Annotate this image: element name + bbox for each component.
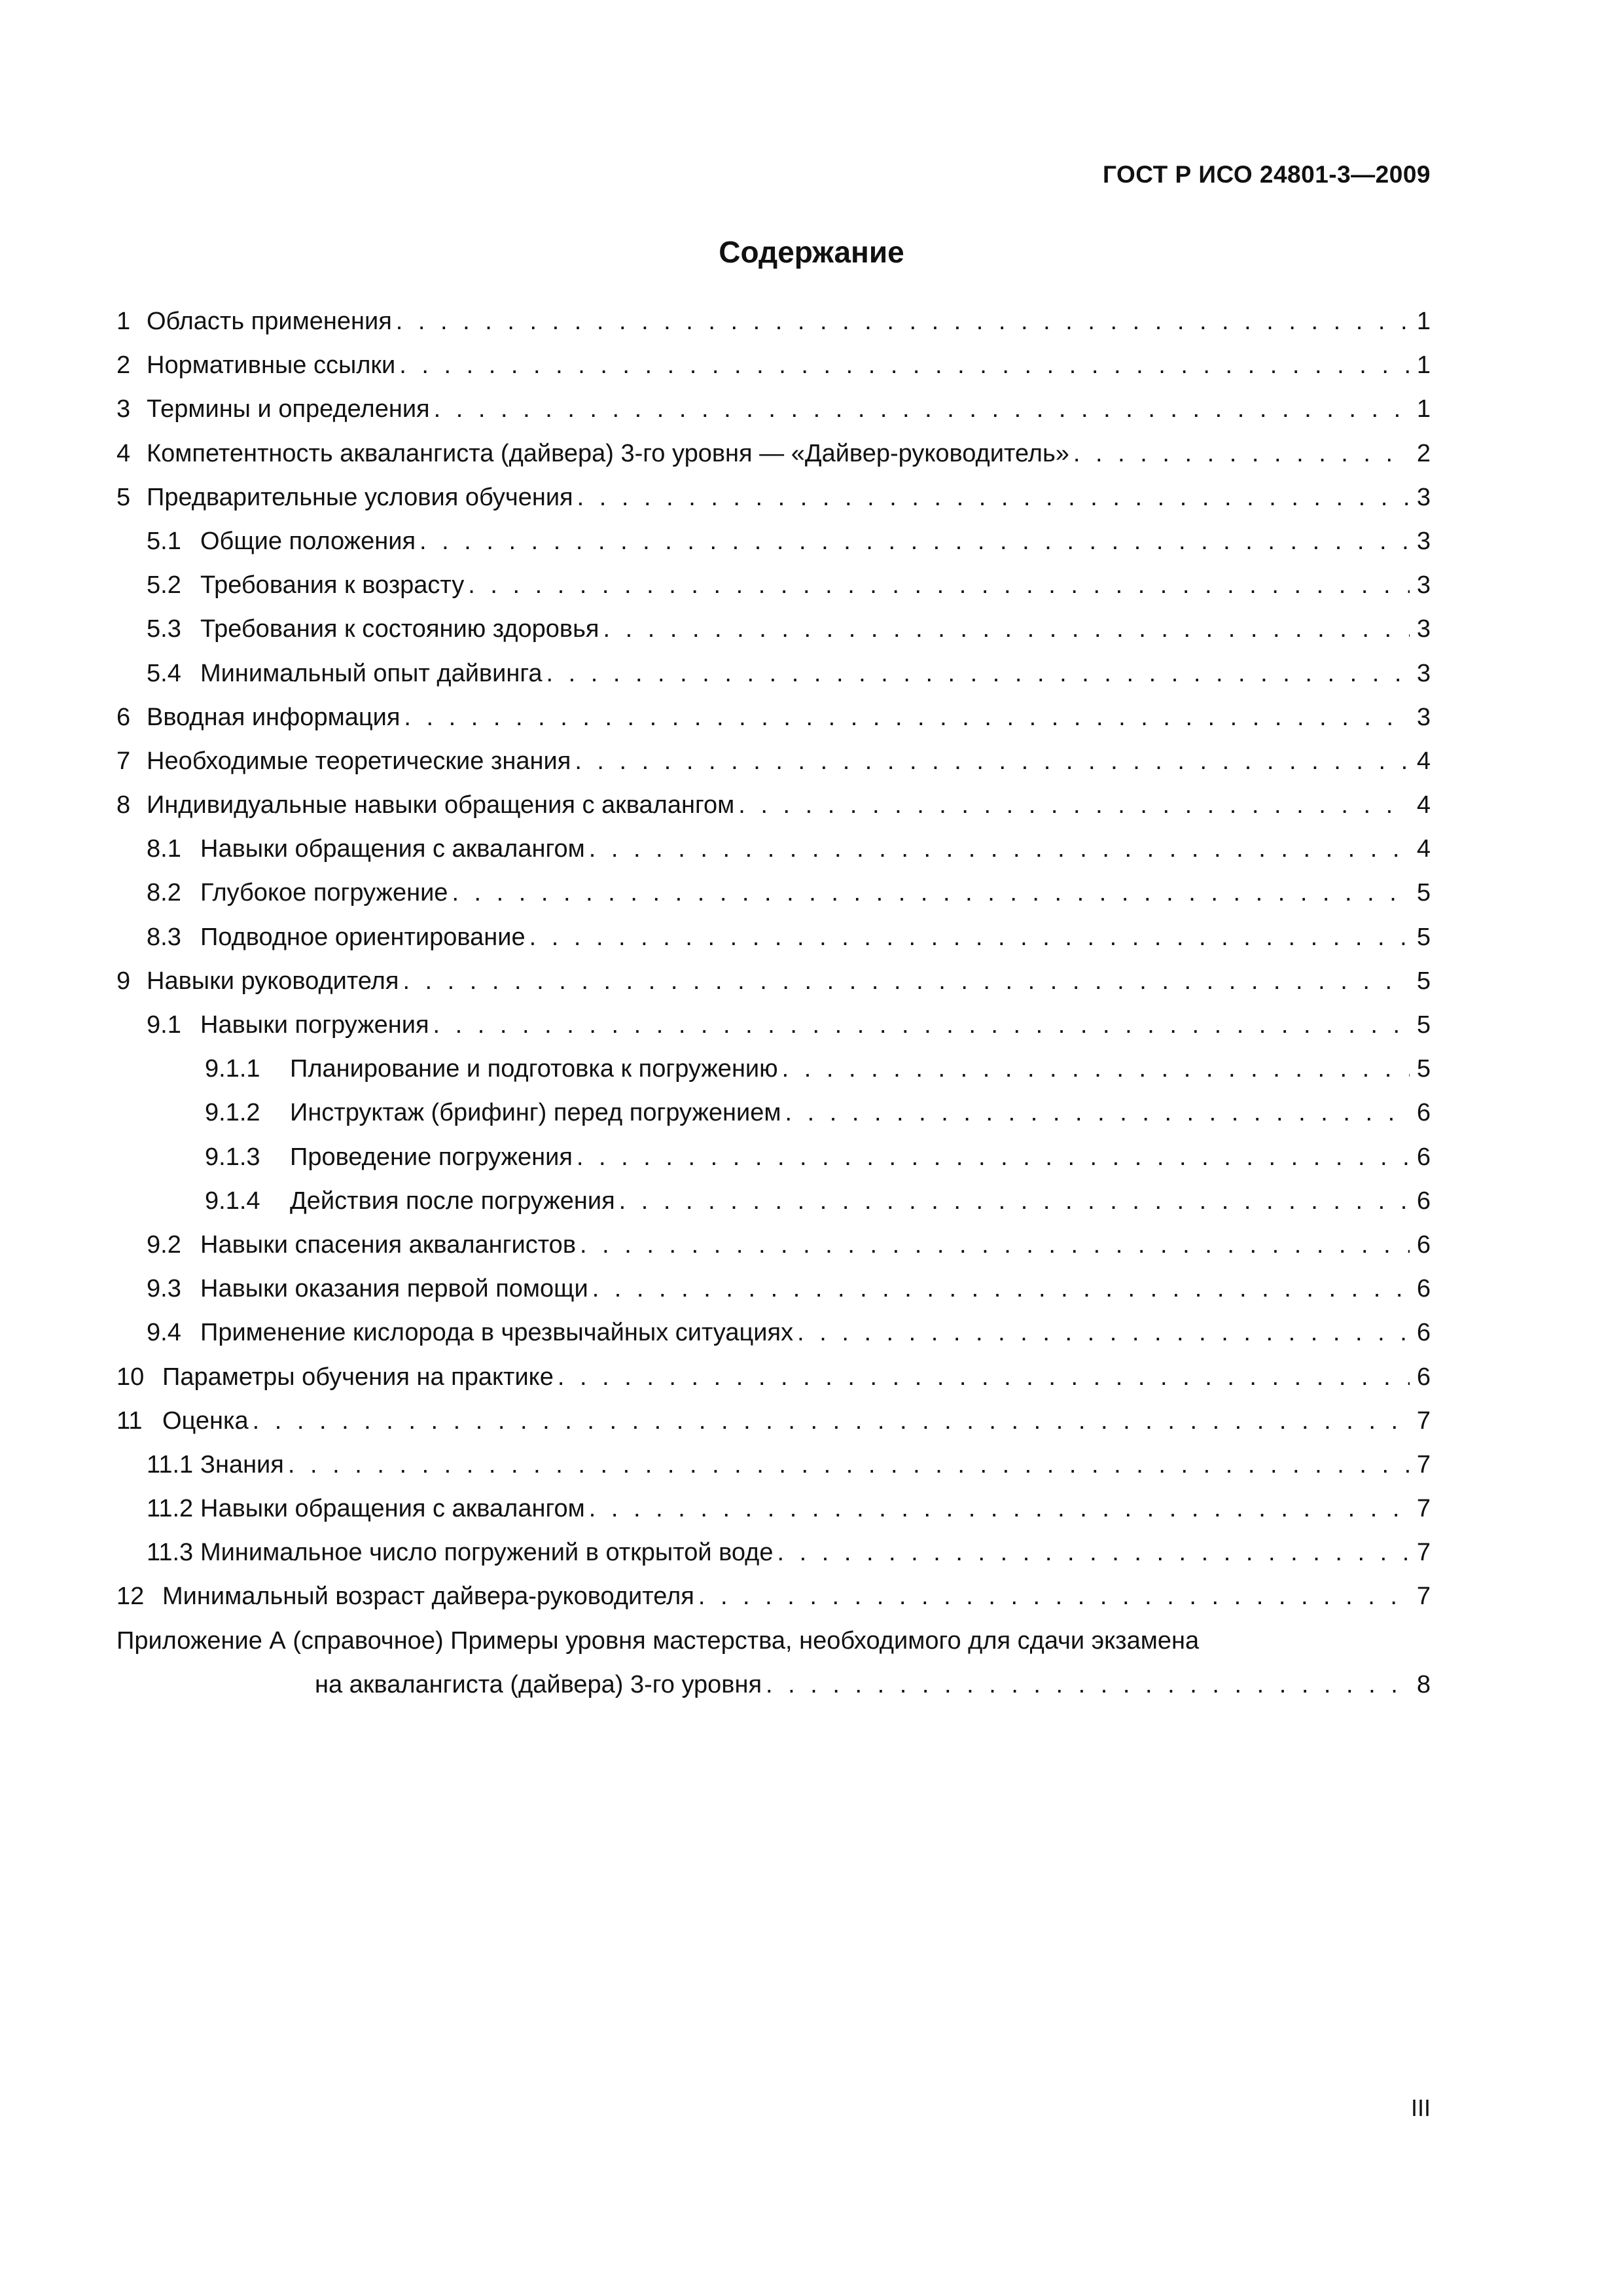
toc-annex-entry[interactable]: [116, 1619, 1431, 1707]
toc-entry-page: 2: [1416, 439, 1431, 467]
toc-entry[interactable]: [116, 1267, 1431, 1311]
toc-entry-title: Параметры обучения на практике: [162, 1363, 554, 1391]
toc-entry-page: 3: [1416, 615, 1431, 643]
toc-entry[interactable]: [116, 432, 1431, 476]
toc-dot-leader: [253, 1399, 1410, 1443]
toc-entry-number: 8.1: [147, 835, 181, 863]
toc-entry-title: Инструктаж (брифинг) перед погружением: [290, 1099, 781, 1127]
toc-dot-leader: [575, 740, 1410, 783]
toc-entry-title: Требования к возрасту: [200, 571, 465, 600]
toc-dot-leader: [288, 1443, 1410, 1487]
toc-entry-number: 7: [116, 747, 131, 775]
toc-entry-number: 5.4: [147, 659, 181, 687]
toc-entry-number: 1: [116, 308, 131, 335]
toc-entry-number: 5.3: [147, 615, 181, 643]
toc-entry-page: 5: [1416, 1055, 1431, 1083]
toc-entry-number: 5.1: [147, 527, 181, 555]
toc-entry-page: 4: [1416, 747, 1431, 775]
toc-entry-title: Общие положения: [200, 527, 416, 555]
toc-entry[interactable]: [116, 652, 1431, 696]
toc-entry[interactable]: [116, 960, 1431, 1003]
toc-entry-title: Навыки погружения: [200, 1011, 429, 1039]
toc-entry[interactable]: [116, 564, 1431, 607]
toc-entry-page: 3: [1416, 659, 1431, 687]
toc-entry-page: 4: [1416, 791, 1431, 819]
toc-dot-leader: [468, 564, 1410, 607]
toc-entry-number: 5.2: [147, 571, 181, 600]
toc-annex-page: 8: [1416, 1670, 1431, 1698]
toc-dot-leader: [603, 607, 1410, 651]
toc-entry-number: 8.3: [147, 923, 181, 951]
toc-entry-title: Необходимые теоретические знания: [147, 747, 571, 775]
toc-entry-title: Область применения: [147, 308, 392, 335]
toc-entry-title: Предварительные условия обучения: [147, 483, 573, 511]
toc-entry-page: 4: [1416, 835, 1431, 863]
toc-entry-page: 7: [1416, 1583, 1431, 1611]
toc-dot-leader: [402, 960, 1410, 1003]
toc-dot-leader: [698, 1575, 1410, 1619]
toc-entry[interactable]: [116, 740, 1431, 783]
toc-dot-leader: [434, 387, 1410, 431]
toc-entry-number: 2: [116, 351, 131, 380]
toc-dot-leader: [1073, 432, 1410, 476]
toc-dot-leader: [419, 520, 1410, 564]
toc-annex-title-line2: на аквалангиста (дайвера) 3-го уровня: [315, 1670, 762, 1698]
toc-dot-leader: [558, 1355, 1410, 1399]
toc-entry-page: 6: [1416, 1187, 1431, 1215]
toc-entry-title: Планирование и подготовка к погружению: [290, 1055, 778, 1083]
toc-entry-title: Минимальный опыт дайвинга: [200, 659, 543, 687]
toc-entry-title: Навыки оказания первой помощи: [200, 1275, 588, 1303]
page-number: III: [1410, 2094, 1431, 2121]
toc-entry[interactable]: [116, 607, 1431, 651]
toc-entry-number: 11.3: [147, 1539, 194, 1567]
toc-entry[interactable]: [116, 1575, 1431, 1619]
toc-entry[interactable]: [116, 1487, 1431, 1531]
toc-entry-page: 6: [1416, 1143, 1431, 1171]
toc-entry-title: Применение кислорода в чрезвычайных ситуациях: [200, 1319, 794, 1347]
toc-entry-number: 9.1.3: [205, 1143, 260, 1171]
toc-entry-page: 1: [1416, 351, 1431, 380]
toc-entry-page: 6: [1416, 1230, 1431, 1259]
toc-entry-page: 6: [1416, 1275, 1431, 1303]
toc-entry-number: 11.2: [147, 1495, 194, 1523]
toc-dot-leader: [785, 1091, 1410, 1135]
toc-entry[interactable]: [116, 300, 1431, 344]
toc-annex-title-line1: Приложение А (справочное) Примеры уровня мастерства, необходимого для сдачи экзамена: [116, 1626, 1200, 1655]
toc-entry[interactable]: [116, 1003, 1431, 1047]
toc-dot-leader: [589, 827, 1410, 871]
toc-entry-page: 7: [1416, 1539, 1431, 1567]
toc-entry[interactable]: [116, 1311, 1431, 1355]
toc-dot-leader: [589, 1487, 1410, 1531]
toc-entry-title: Подводное ориентирование: [200, 923, 526, 951]
toc-dot-leader: [433, 1003, 1410, 1047]
toc-entry[interactable]: [116, 696, 1431, 740]
toc-entry-title: Минимальное число погружений в открытой воде: [200, 1539, 774, 1567]
toc-dot-leader: [577, 476, 1410, 520]
toc-dot-leader: [580, 1223, 1410, 1267]
toc-dot-leader: [782, 1047, 1410, 1091]
toc-entry[interactable]: [116, 387, 1431, 431]
toc-dot-leader: [766, 1663, 1410, 1707]
toc-dot-leader: [738, 783, 1410, 827]
toc-entry-number: 9.1.2: [205, 1099, 260, 1127]
toc-entry-number: 9.3: [147, 1275, 181, 1303]
toc-entry-page: 6: [1416, 1319, 1431, 1347]
toc-entry-page: 6: [1416, 1363, 1431, 1391]
table-of-contents: [116, 300, 1431, 1707]
toc-entry-page: 7: [1416, 1407, 1431, 1435]
toc-dot-leader: [529, 916, 1410, 960]
toc-dot-leader: [396, 300, 1410, 344]
toc-entry-number: 8.2: [147, 879, 181, 907]
toc-entry[interactable]: [116, 1355, 1431, 1399]
toc-entry-title: Нормативные ссылки: [147, 351, 396, 380]
toc-entry-number: 3: [116, 395, 131, 423]
toc-entry-number: 5: [116, 483, 131, 511]
toc-entry-page: 7: [1416, 1495, 1431, 1523]
toc-entry[interactable]: [116, 783, 1431, 827]
toc-entry-title: Навыки обращения с аквалангом: [200, 835, 585, 863]
toc-entry-number: 10: [116, 1363, 145, 1391]
toc-entry-page: 3: [1416, 571, 1431, 600]
toc-dot-leader: [399, 344, 1410, 387]
toc-entry-number: 11.1: [147, 1450, 194, 1479]
toc-entry-page: 3: [1416, 483, 1431, 511]
toc-entry-title: Вводная информация: [147, 703, 401, 731]
toc-entry-title: Требования к состоянию здоровья: [200, 615, 599, 643]
toc-entry-title: Оценка: [162, 1407, 249, 1435]
toc-entry-title: Навыки руководителя: [147, 967, 399, 995]
toc-entry[interactable]: [116, 344, 1431, 387]
toc-dot-leader: [592, 1267, 1410, 1311]
toc-entry-title: Проведение погружения: [290, 1143, 573, 1171]
toc-entry[interactable]: [116, 827, 1431, 871]
toc-entry-number: 12: [116, 1583, 145, 1611]
toc-entry-title: Знания: [200, 1450, 284, 1479]
toc-entry-page: 3: [1416, 527, 1431, 555]
toc-entry-title: Навыки спасения аквалангистов: [200, 1230, 577, 1259]
toc-entry[interactable]: [116, 476, 1431, 520]
toc-entry-title: Компетентность аквалангиста (дайвера) 3-го уровня — «Дайвер-руководитель»: [147, 439, 1069, 467]
toc-dot-leader: [777, 1531, 1410, 1575]
toc-entry-page: 3: [1416, 703, 1431, 731]
toc-entry[interactable]: [116, 1531, 1431, 1575]
toc-entry-page: 5: [1416, 1011, 1431, 1039]
toc-entry-page: 1: [1416, 308, 1431, 335]
toc-entry-number: 9.1: [147, 1011, 181, 1039]
toc-entry-page: 5: [1416, 879, 1431, 907]
toc-entry-page: 5: [1416, 967, 1431, 995]
toc-dot-leader: [404, 696, 1410, 740]
toc-entry-number: 11: [116, 1407, 143, 1435]
page-title: Содержание: [719, 235, 904, 269]
toc-dot-leader: [452, 871, 1410, 915]
toc-entry[interactable]: [116, 1179, 1431, 1223]
toc-entry[interactable]: [116, 871, 1431, 915]
toc-entry-page: 6: [1416, 1099, 1431, 1127]
toc-entry-page: 7: [1416, 1450, 1431, 1479]
toc-dot-leader: [619, 1179, 1410, 1223]
toc-entry[interactable]: [116, 916, 1431, 960]
toc-entry-title: Индивидуальные навыки обращения с аквалангом: [147, 791, 735, 819]
toc-entry-number: 9.1.1: [205, 1055, 260, 1083]
toc-dot-leader: [546, 652, 1410, 696]
toc-entry[interactable]: [116, 520, 1431, 564]
toc-entry-title: Минимальный возраст дайвера-руководителя: [162, 1583, 694, 1611]
toc-entry-number: 9: [116, 967, 131, 995]
toc-dot-leader: [577, 1136, 1410, 1179]
toc-entry-title: Глубокое погружение: [200, 879, 448, 907]
toc-dot-leader: [797, 1311, 1410, 1355]
toc-entry-number: 4: [116, 439, 131, 467]
toc-entry-number: 9.1.4: [205, 1187, 260, 1215]
toc-entry-title: Навыки обращения с аквалангом: [200, 1495, 585, 1523]
toc-entry-page: 1: [1416, 395, 1431, 423]
toc-entry[interactable]: [116, 1091, 1431, 1135]
toc-entry-number: 9.4: [147, 1319, 181, 1347]
document-code: ГОСТ Р ИСО 24801-3—2009: [1103, 161, 1431, 188]
toc-entry-title: Термины и определения: [147, 395, 430, 423]
toc-entry[interactable]: [116, 1399, 1431, 1443]
toc-entry[interactable]: [116, 1223, 1431, 1267]
toc-entry-number: 9.2: [147, 1230, 181, 1259]
toc-entry-title: Действия после погружения: [290, 1187, 615, 1215]
toc-entry[interactable]: [116, 1443, 1431, 1487]
toc-entry-page: 5: [1416, 923, 1431, 951]
toc-entry[interactable]: [116, 1136, 1431, 1179]
toc-entry-number: 6: [116, 703, 131, 731]
toc-entry-number: 8: [116, 791, 131, 819]
toc-entry[interactable]: [116, 1047, 1431, 1091]
